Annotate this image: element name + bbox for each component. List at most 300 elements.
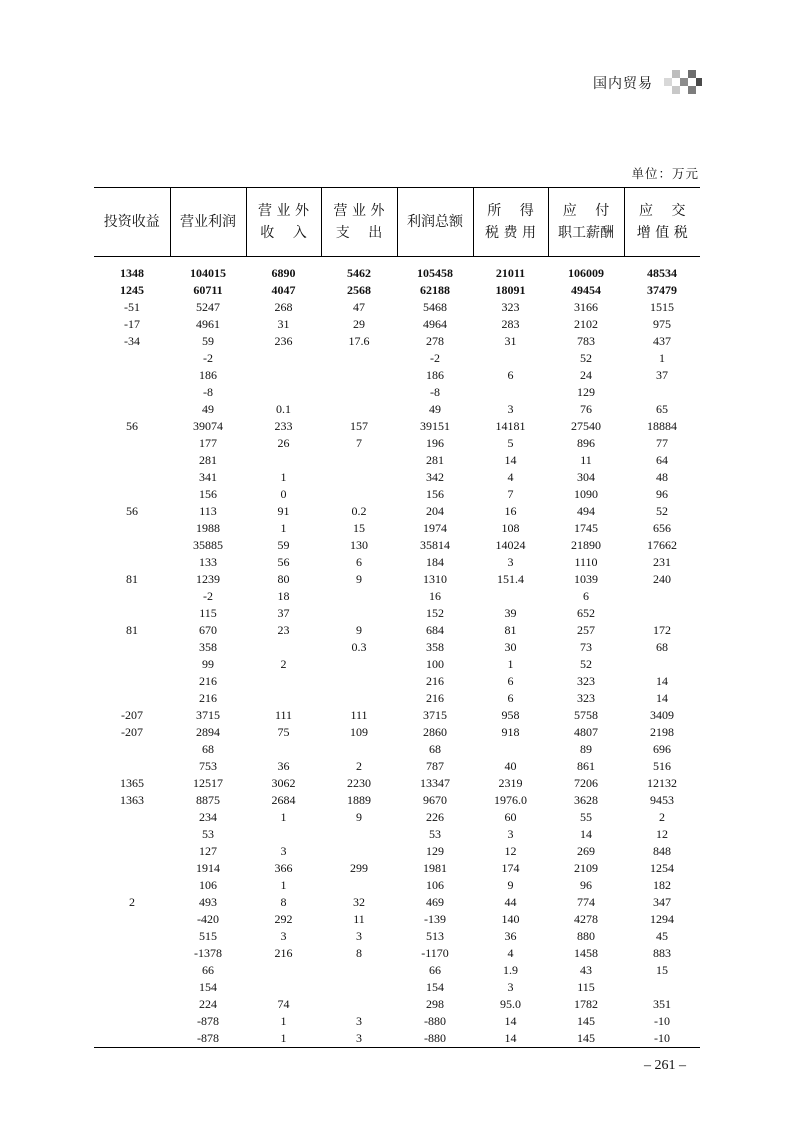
table-cell: 32 bbox=[353, 895, 365, 909]
table-row bbox=[94, 605, 700, 622]
table-cell: 883 bbox=[653, 946, 671, 960]
table-cell: 76 bbox=[580, 402, 592, 416]
table-cell: 493 bbox=[199, 895, 217, 909]
table-cell: 2319 bbox=[498, 776, 523, 790]
table-cell: 3409 bbox=[650, 708, 674, 722]
table-cell: 1981 bbox=[423, 861, 447, 875]
table-cell bbox=[94, 979, 170, 996]
table-cell: 3 bbox=[280, 929, 287, 943]
table-cell bbox=[473, 350, 548, 367]
table-cell: 513 bbox=[426, 929, 444, 943]
column-header bbox=[397, 188, 473, 257]
column-header-line: 营业利润 bbox=[180, 214, 236, 230]
table-cell: 37479 bbox=[647, 283, 677, 297]
table-cell bbox=[94, 741, 170, 758]
table-cell bbox=[473, 588, 548, 605]
table-cell: 14 bbox=[656, 691, 668, 705]
table-cell bbox=[94, 673, 170, 690]
table-cell: 240 bbox=[653, 572, 671, 586]
table-cell: 14 bbox=[473, 1030, 548, 1048]
table-cell: 342 bbox=[426, 470, 444, 484]
column-header-line: 应 付 bbox=[562, 203, 610, 219]
table-cell: 3 bbox=[507, 980, 514, 994]
table-cell bbox=[321, 605, 397, 622]
column-header-line: 投资收益 bbox=[103, 214, 160, 230]
table-cell: 861 bbox=[577, 759, 595, 773]
table-cell: 281 bbox=[199, 453, 217, 467]
table-cell bbox=[94, 486, 170, 503]
table-cell: 14 bbox=[504, 1014, 517, 1028]
table-cell: 59 bbox=[277, 538, 290, 552]
table-cell: -17 bbox=[124, 317, 140, 331]
table-cell: 74 bbox=[277, 997, 290, 1011]
table-cell: 11 bbox=[580, 453, 592, 467]
table-cell bbox=[94, 435, 170, 452]
table-row bbox=[94, 792, 700, 809]
table-cell: 6890 bbox=[271, 266, 296, 280]
table-cell: 14 bbox=[656, 674, 668, 688]
table-cell: 157 bbox=[350, 419, 368, 433]
table-cell: 177 bbox=[199, 436, 217, 450]
table-cell: 106 bbox=[426, 878, 444, 892]
table-cell: 172 bbox=[653, 623, 671, 637]
table-cell: 9 bbox=[507, 878, 514, 892]
table-cell: 21011 bbox=[495, 266, 526, 280]
table-cell: 323 bbox=[577, 674, 595, 688]
data-table bbox=[94, 187, 700, 1048]
table-cell: 156 bbox=[199, 487, 217, 501]
table-cell: 39151 bbox=[420, 419, 450, 433]
table-cell: 469 bbox=[426, 895, 444, 909]
table-cell: 670 bbox=[199, 623, 217, 637]
table-cell bbox=[321, 656, 397, 673]
table-row bbox=[94, 809, 700, 826]
table-cell: 66 bbox=[202, 963, 214, 977]
table-row bbox=[94, 333, 700, 350]
table-cell: -34 bbox=[124, 334, 140, 348]
table-cell: 31 bbox=[504, 334, 517, 348]
table-cell: 36 bbox=[504, 929, 517, 943]
table-cell bbox=[321, 962, 397, 979]
table-cell bbox=[94, 809, 170, 826]
column-header bbox=[548, 188, 624, 257]
table-cell: 104015 bbox=[190, 266, 226, 280]
table-row bbox=[94, 775, 700, 792]
table-cell: 0.3 bbox=[351, 640, 367, 654]
table-cell bbox=[473, 384, 548, 401]
table-cell: -2 bbox=[203, 351, 213, 365]
table-cell bbox=[246, 367, 321, 384]
table-cell: 56 bbox=[126, 419, 138, 433]
table-cell: 437 bbox=[653, 334, 671, 348]
table-cell bbox=[94, 860, 170, 877]
table-cell: 60 bbox=[504, 810, 517, 824]
table-row bbox=[94, 860, 700, 877]
deco-square bbox=[664, 78, 672, 86]
table-cell: 14181 bbox=[495, 419, 526, 433]
table-cell: 494 bbox=[577, 504, 595, 518]
table-cell: 89 bbox=[580, 742, 592, 756]
table-cell: 49454 bbox=[571, 283, 601, 297]
table-cell: 154 bbox=[199, 980, 217, 994]
table-cell: 787 bbox=[426, 759, 444, 773]
table-cell bbox=[94, 384, 170, 401]
table-cell bbox=[624, 588, 700, 605]
table-cell: 31 bbox=[277, 317, 290, 331]
table-cell: 216 bbox=[426, 674, 444, 688]
table-cell: 27540 bbox=[571, 419, 601, 433]
table-cell: 4 bbox=[507, 946, 514, 960]
table-cell: 2 bbox=[280, 657, 287, 671]
table-cell: 1363 bbox=[120, 793, 144, 807]
table-cell: -10 bbox=[624, 1030, 700, 1048]
table-row bbox=[94, 911, 700, 928]
table-cell: 3 bbox=[356, 1014, 362, 1028]
table-cell: 1090 bbox=[574, 487, 598, 501]
table-cell: 1974 bbox=[423, 521, 447, 535]
table-row bbox=[94, 537, 700, 554]
table-cell bbox=[94, 367, 170, 384]
table-cell: -2 bbox=[203, 589, 213, 603]
table-cell bbox=[94, 928, 170, 945]
table-cell: 341 bbox=[199, 470, 217, 484]
table-row bbox=[94, 265, 700, 282]
table-cell bbox=[94, 877, 170, 894]
table-cell bbox=[246, 962, 321, 979]
table-cell: 323 bbox=[501, 300, 520, 314]
table-cell bbox=[246, 350, 321, 367]
table-cell: -8 bbox=[430, 385, 440, 399]
table-cell: 5468 bbox=[423, 300, 447, 314]
table-cell: 269 bbox=[577, 844, 595, 858]
deco-square bbox=[672, 86, 680, 94]
table-cell: 2 bbox=[659, 810, 665, 824]
table-cell bbox=[94, 1013, 170, 1030]
table-cell: 44 bbox=[504, 895, 517, 909]
table-row bbox=[94, 503, 700, 520]
table-cell: 299 bbox=[350, 861, 368, 875]
table-cell: 9453 bbox=[650, 793, 674, 807]
table-row bbox=[94, 384, 700, 401]
table-header-row bbox=[94, 188, 700, 257]
table-cell: 696 bbox=[653, 742, 671, 756]
table-cell bbox=[94, 537, 170, 554]
table-cell: -8 bbox=[203, 385, 213, 399]
table-cell: 96 bbox=[656, 487, 668, 501]
table-cell: 6 bbox=[583, 589, 589, 603]
table-cell: 1 bbox=[280, 470, 287, 484]
table-body bbox=[94, 257, 700, 1048]
table-cell: 16 bbox=[429, 589, 441, 603]
table-cell: 11 bbox=[353, 912, 365, 926]
table-cell bbox=[246, 384, 321, 401]
table-cell: 66 bbox=[429, 963, 441, 977]
table-cell bbox=[321, 673, 397, 690]
table-cell: 64 bbox=[656, 453, 668, 467]
table-cell: 0 bbox=[280, 487, 287, 501]
table-cell: 774 bbox=[577, 895, 595, 909]
table-cell: 2860 bbox=[423, 725, 447, 739]
table-cell: 918 bbox=[501, 725, 520, 739]
table-cell bbox=[321, 741, 397, 758]
table-cell: 1310 bbox=[423, 572, 447, 586]
table-cell: 9670 bbox=[423, 793, 447, 807]
table-row bbox=[94, 418, 700, 435]
table-cell: 43 bbox=[580, 963, 592, 977]
table-cell: 60711 bbox=[193, 283, 223, 297]
table-cell: 14024 bbox=[495, 538, 526, 552]
table-cell: 1110 bbox=[574, 555, 598, 569]
table-cell: 2568 bbox=[347, 283, 371, 297]
table-cell: 283 bbox=[501, 317, 520, 331]
table-cell: 1 bbox=[659, 351, 665, 365]
table-cell bbox=[94, 945, 170, 962]
table-cell: 958 bbox=[501, 708, 520, 722]
table-cell: 8 bbox=[356, 946, 362, 960]
table-cell: 236 bbox=[274, 334, 293, 348]
table-row bbox=[94, 486, 700, 503]
table-cell: 2684 bbox=[271, 793, 296, 807]
table-row bbox=[94, 826, 700, 843]
table-cell: 111 bbox=[350, 708, 368, 722]
column-header bbox=[246, 188, 321, 257]
table-cell: 35885 bbox=[193, 538, 223, 552]
table-cell: 62188 bbox=[420, 283, 450, 297]
table-cell: 216 bbox=[199, 674, 217, 688]
table-cell bbox=[94, 639, 170, 656]
table-cell: 18091 bbox=[495, 283, 526, 297]
table-cell: 3715 bbox=[423, 708, 447, 722]
table-cell: 52 bbox=[580, 351, 592, 365]
table-cell bbox=[321, 843, 397, 860]
table-cell: 1782 bbox=[574, 997, 598, 1011]
table-cell: 1294 bbox=[650, 912, 674, 926]
column-header-line: 支 出 bbox=[335, 225, 383, 241]
table-cell: 151.4 bbox=[497, 572, 524, 586]
table-cell bbox=[321, 877, 397, 894]
table-cell: 12 bbox=[504, 844, 517, 858]
table-cell: 2 bbox=[356, 759, 362, 773]
column-header bbox=[94, 188, 170, 257]
table-cell: 204 bbox=[426, 504, 444, 518]
table-cell: 234 bbox=[199, 810, 217, 824]
table-cell: 3 bbox=[507, 827, 514, 841]
table-cell: 68 bbox=[429, 742, 441, 756]
table-cell: 233 bbox=[274, 419, 293, 433]
table-cell: 133 bbox=[199, 555, 217, 569]
table-cell bbox=[321, 367, 397, 384]
table-cell: 52 bbox=[656, 504, 668, 518]
table-cell: 9 bbox=[356, 810, 362, 824]
table-cell: 145 bbox=[577, 1014, 595, 1028]
table-cell: 216 bbox=[426, 691, 444, 705]
table-cell bbox=[321, 486, 397, 503]
table-cell: 53 bbox=[429, 827, 441, 841]
table-cell: 1348 bbox=[120, 266, 144, 280]
table-cell bbox=[321, 469, 397, 486]
table-cell: 77 bbox=[656, 436, 668, 450]
table-cell bbox=[473, 741, 548, 758]
column-header-line: 营 业 外 bbox=[258, 203, 309, 219]
column-header-line: 所 得 bbox=[487, 203, 534, 219]
table-row bbox=[94, 350, 700, 367]
table-cell: 5462 bbox=[347, 266, 371, 280]
column-header-line: 应 交 bbox=[639, 203, 686, 219]
page-header-title: 国内贸易 bbox=[593, 76, 653, 92]
table-cell bbox=[624, 384, 700, 401]
table-row bbox=[94, 520, 700, 537]
table-cell: 49 bbox=[429, 402, 441, 416]
table-cell: 1976.0 bbox=[494, 793, 527, 807]
table-cell: 17.6 bbox=[348, 334, 370, 348]
table-row bbox=[94, 401, 700, 418]
page-number: – 261 – bbox=[644, 1058, 686, 1073]
table-cell bbox=[246, 452, 321, 469]
table-cell: -51 bbox=[124, 300, 140, 314]
table-cell: 99 bbox=[202, 657, 214, 671]
table-row bbox=[94, 758, 700, 775]
table-cell bbox=[321, 452, 397, 469]
table-cell: 2894 bbox=[196, 725, 220, 739]
table-cell: -880 bbox=[424, 1014, 446, 1028]
table-row bbox=[94, 656, 700, 673]
table-cell: 145 bbox=[548, 1030, 624, 1048]
table-cell bbox=[94, 520, 170, 537]
table-cell: 1515 bbox=[650, 300, 674, 314]
table-cell: 29 bbox=[353, 317, 365, 331]
table-cell: 684 bbox=[426, 623, 444, 637]
table-cell: 37 bbox=[656, 368, 668, 382]
table-cell bbox=[94, 350, 170, 367]
table-cell: 1988 bbox=[196, 521, 220, 535]
column-header-line: 职工薪酬 bbox=[558, 225, 614, 241]
table-cell: 182 bbox=[653, 878, 671, 892]
table-cell: 1889 bbox=[347, 793, 371, 807]
table-cell: -2 bbox=[430, 351, 440, 365]
table-cell: 156 bbox=[426, 487, 444, 501]
table-cell: 9 bbox=[356, 623, 362, 637]
table-cell: 1 bbox=[280, 521, 287, 535]
table-cell: 15 bbox=[656, 963, 668, 977]
table-cell: 30 bbox=[504, 640, 517, 654]
table-cell: 18884 bbox=[647, 419, 677, 433]
table-cell: 35814 bbox=[420, 538, 450, 552]
table-cell: 4807 bbox=[574, 725, 598, 739]
table-cell: 113 bbox=[199, 504, 217, 518]
deco-square bbox=[680, 78, 688, 86]
table-cell: 515 bbox=[199, 929, 217, 943]
table-cell: 278 bbox=[426, 334, 444, 348]
table-cell: 216 bbox=[274, 946, 293, 960]
table-cell: -10 bbox=[654, 1014, 670, 1028]
table-cell: -878 bbox=[197, 1014, 219, 1028]
table-cell: 45 bbox=[656, 929, 668, 943]
table-cell: 4964 bbox=[423, 317, 447, 331]
table-cell: 49 bbox=[202, 402, 214, 416]
table-cell bbox=[94, 469, 170, 486]
table-cell: 12517 bbox=[193, 776, 223, 790]
table-cell: 184 bbox=[426, 555, 444, 569]
table-cell bbox=[94, 826, 170, 843]
deco-square bbox=[672, 70, 680, 78]
table-cell: 1 bbox=[280, 878, 287, 892]
table-cell: 109 bbox=[350, 725, 368, 739]
table-cell bbox=[246, 979, 321, 996]
table-cell: 268 bbox=[274, 300, 293, 314]
table-cell: 16 bbox=[504, 504, 517, 518]
table-cell: 5247 bbox=[196, 300, 220, 314]
table-row bbox=[94, 690, 700, 707]
table-cell bbox=[94, 605, 170, 622]
table-cell: 516 bbox=[653, 759, 671, 773]
table-cell: 3 bbox=[321, 1030, 397, 1048]
table-cell: 4961 bbox=[196, 317, 220, 331]
table-cell: 91 bbox=[277, 504, 290, 518]
table-cell: 53 bbox=[202, 827, 214, 841]
table-cell: 0.2 bbox=[351, 504, 367, 518]
table-cell: 52 bbox=[580, 657, 592, 671]
table-cell: 652 bbox=[577, 606, 595, 620]
table-row bbox=[94, 469, 700, 486]
table-cell: 783 bbox=[577, 334, 595, 348]
table-cell: 6 bbox=[507, 674, 514, 688]
table-cell: 9 bbox=[356, 572, 362, 586]
table-row bbox=[94, 282, 700, 299]
table-cell: 196 bbox=[426, 436, 444, 450]
table-cell bbox=[321, 996, 397, 1013]
spacer-row bbox=[94, 257, 700, 266]
table-cell: 224 bbox=[199, 997, 217, 1011]
deco-square bbox=[696, 78, 702, 86]
table-row bbox=[94, 843, 700, 860]
table-row bbox=[94, 1030, 700, 1048]
table-cell: 130 bbox=[350, 538, 368, 552]
table-cell bbox=[94, 996, 170, 1013]
table-cell bbox=[624, 605, 700, 622]
table-cell: 257 bbox=[577, 623, 595, 637]
table-cell: -1170 bbox=[421, 946, 449, 960]
column-header-line: 利润总额 bbox=[407, 214, 463, 230]
table-cell: 81 bbox=[126, 623, 138, 637]
table-cell: 2 bbox=[129, 895, 135, 909]
table-cell: 23 bbox=[277, 623, 290, 637]
table-cell: 656 bbox=[653, 521, 671, 535]
table-cell: 1 bbox=[507, 657, 514, 671]
table-cell: 1245 bbox=[120, 283, 144, 297]
table-cell: 1 bbox=[280, 1014, 287, 1028]
table-cell: 323 bbox=[577, 691, 595, 705]
table-cell bbox=[321, 350, 397, 367]
table-cell: 358 bbox=[426, 640, 444, 654]
table-cell: 8875 bbox=[196, 793, 220, 807]
table-cell bbox=[246, 826, 321, 843]
table-cell: 55 bbox=[580, 810, 592, 824]
table-cell: 80 bbox=[277, 572, 290, 586]
table-cell: -420 bbox=[197, 912, 219, 926]
table-cell bbox=[321, 826, 397, 843]
table-row bbox=[94, 299, 700, 316]
column-header bbox=[624, 188, 700, 257]
table-cell: 4047 bbox=[271, 283, 296, 297]
table-cell: 140 bbox=[501, 912, 520, 926]
table-cell: 4 bbox=[507, 470, 514, 484]
table-row bbox=[94, 877, 700, 894]
table-cell: 12 bbox=[656, 827, 668, 841]
table-row bbox=[94, 996, 700, 1013]
table-cell: 8 bbox=[280, 895, 287, 909]
table-cell: 73 bbox=[580, 640, 592, 654]
column-header-line: 税 费 用 bbox=[485, 225, 536, 241]
